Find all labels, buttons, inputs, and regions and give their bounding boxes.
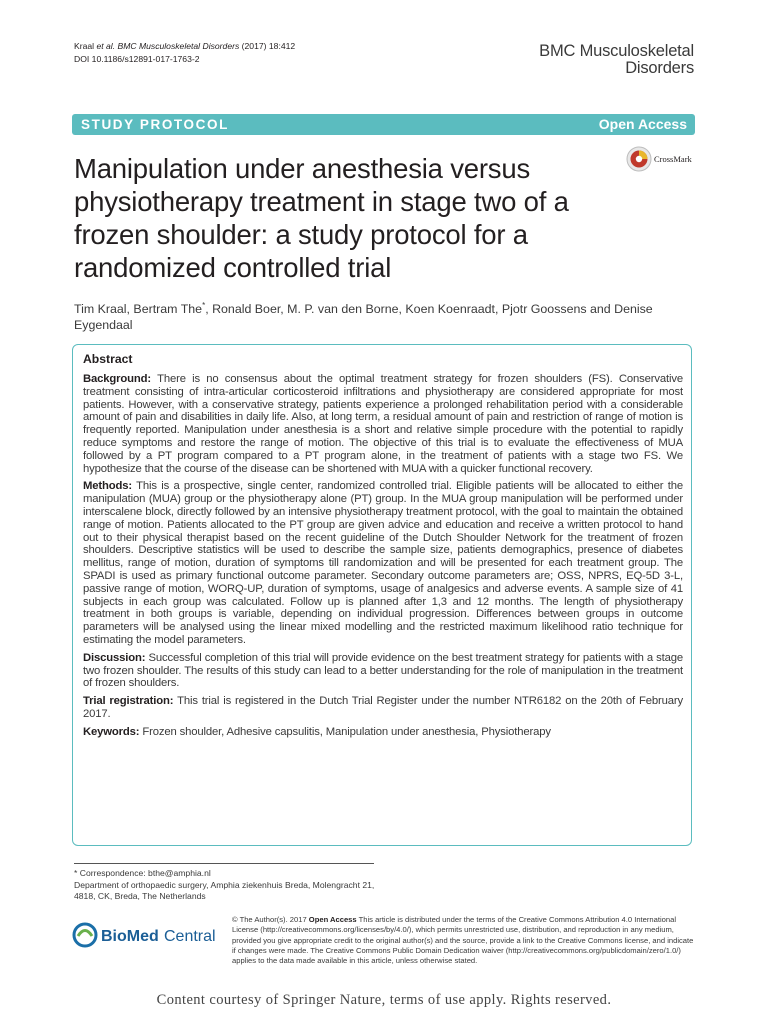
- citation-volume: (2017) 18:412: [239, 41, 296, 51]
- correspondence-block: [74, 868, 384, 903]
- correspondence-email[interactable]: * Correspondence: bthe@amphia.nl: [74, 868, 211, 878]
- article-type-banner: [72, 114, 695, 135]
- author-list: [74, 298, 714, 333]
- abstract-registration: [83, 695, 683, 721]
- methods-label: Methods:: [83, 480, 133, 493]
- journal-name-line1: BMC Musculoskeletal: [539, 42, 694, 60]
- citation-block: [74, 40, 295, 66]
- registration-text: This trial is registered in the Dutch Trial Register under the number NTR6182 on the 20th of February 2017.: [83, 695, 683, 720]
- abstract-box: [72, 344, 692, 846]
- footnote-divider: [74, 863, 374, 864]
- citation-journal: et al. BMC Musculoskeletal Disorders: [96, 41, 240, 51]
- abstract-body: [83, 373, 683, 744]
- article-title: Manipulation under anesthesia versus physiotherapy treatment in stage two of a frozen shoulder: a study protocol for a randomized controlled trial: [74, 153, 569, 283]
- biomed-central-logo: [72, 922, 232, 948]
- discussion-text: Successful completion of this trial will provide evidence on the best treatment strategy for patients with a stage two frozen shoulder. The results of this study can lead to a better understanding for the role of manipulation in the treatment of frozen shoulders.: [83, 651, 683, 690]
- citation-line: [74, 40, 295, 53]
- authors-rest: , Ronald Boer, M. P. van den Borne, Koen Koenraadt, Pjotr Goossens and Denise Eygendaal: [74, 302, 653, 333]
- article-type-label: STUDY PROTOCOL: [81, 117, 229, 132]
- abstract-background: [83, 373, 683, 475]
- journal-name-line2: Disorders: [625, 59, 694, 77]
- registration-label: Trial registration:: [83, 695, 174, 708]
- courtesy-notice: Content courtesy of Springer Nature, terms of use apply. Rights reserved.: [156, 992, 612, 1008]
- crossmark-label[interactable]: CrossMark: [654, 154, 692, 164]
- license-body: This article is distributed under the terms of the Creative Commons Attribution 4.0 International License (http://creativecommons.org/licenses/by/4.0/), which permits unrestricted use, distribution, and reproduction in any medium, provided you give appropriate credit to the original author(s) and the source, provide a link to the Creative Commons license, and indicate if changes were made. The Creative Commons Public Domain Dedication waiver (http://creativecommons.org/publicdomain/zero/1.0/) applies to the data made available in this article, unless otherwise stated.: [232, 915, 694, 966]
- journal-name: [539, 43, 694, 77]
- abstract-keywords: [83, 726, 683, 739]
- keywords-text: Frozen shoulder, Adhesive capsulitis, Manipulation under anesthesia, Physiotherapy: [142, 725, 551, 738]
- affiliation: Department of orthopaedic surgery, Amphia ziekenhuis Breda, Molengracht 21, 4818, CK, Breda, The Netherlands: [74, 879, 375, 901]
- authors-first: Tim Kraal, Bertram The: [74, 302, 203, 317]
- keywords-label: Keywords:: [83, 725, 140, 738]
- background-text: There is no consensus about the optimal treatment strategy for frozen shoulders (FS). Conservative treatment consisting of intra-articular corticosteroid infiltrations and physiotherapy are considered appropriate for most patients. However, with a conservative strategy, patients experience a prolonged rehabilitation period with a considerable amount of pain and disabilities in daily life. Also, at long term, a residual amount of pain and restriction of range of motion is frequently reported. Manipulation under anesthesia is a short and relative simple procedure with the potential to rapidly reduce symptoms and restore the range of motion. The objective of this trial is to evaluate the effectiveness of MUA followed by a PT program compared to a PT program alone, in the treatment of patients with a stage two FS. We hypothesize that the course of the disease can be shortened with MUA with a quicker functional recovery.: [83, 373, 683, 475]
- discussion-label: Discussion:: [83, 651, 146, 664]
- doi[interactable]: DOI 10.1186/s12891-017-1763-2: [74, 54, 200, 64]
- methods-text: This is a prospective, single center, randomized controlled trial. Eligible patients will be allocated to either the manipulation (MUA) group or the physiotherapy alone (PT) group. In the MUA group manipulation will be performed under interscalene block, directly followed by an intensive physiotherapy treatment protocol, with the goal to maintain the obtained range of motion. Patients allocated to the PT group are given advice and education and receive a written protocol to hand out to their physical therapist based on the recent guideline of the Dutch Shoulder Network for the treatment of frozen shoulders. Descriptive statistics will be used to describe the sample size, patients demographics, presence of diabetes mellitus, range of motion, duration of symptoms till randomization and will be presented for each treatment group. The SPADI is used as primary functional outcome parameter. Secondary outcome parameters are; OSS, NPRS, EQ-5D 3-L, passive range of motion, WORQ-UP, duration of symptoms, usage of analgesics and adverse events. A sample size of 41 subjects in each group was calculated. Follow up is planned after 1,3 and 12 months. The length of physiotherapy treatment in both groups is variable, depending on individual progression. Differences between groups in outcome parameters will be analysed using the linear mixed modelling and the restricted maximum likelihood ratio technique for estimating the model parameters.: [83, 480, 683, 646]
- logo-text-central: Central: [164, 928, 216, 945]
- corresponding-mark: *: [202, 301, 206, 310]
- license-copyright: © The Author(s). 2017: [232, 915, 309, 924]
- open-access-label[interactable]: Open Access: [598, 116, 687, 132]
- license-statement: [232, 915, 697, 966]
- abstract-heading: Abstract: [83, 352, 133, 366]
- abstract-methods: [83, 480, 683, 646]
- abstract-discussion: [83, 652, 683, 690]
- license-open-access: Open Access: [308, 915, 357, 924]
- logo-text-biomed: BioMed: [101, 928, 159, 945]
- background-label: Background:: [83, 373, 152, 385]
- citation-authors: Kraal: [74, 41, 95, 51]
